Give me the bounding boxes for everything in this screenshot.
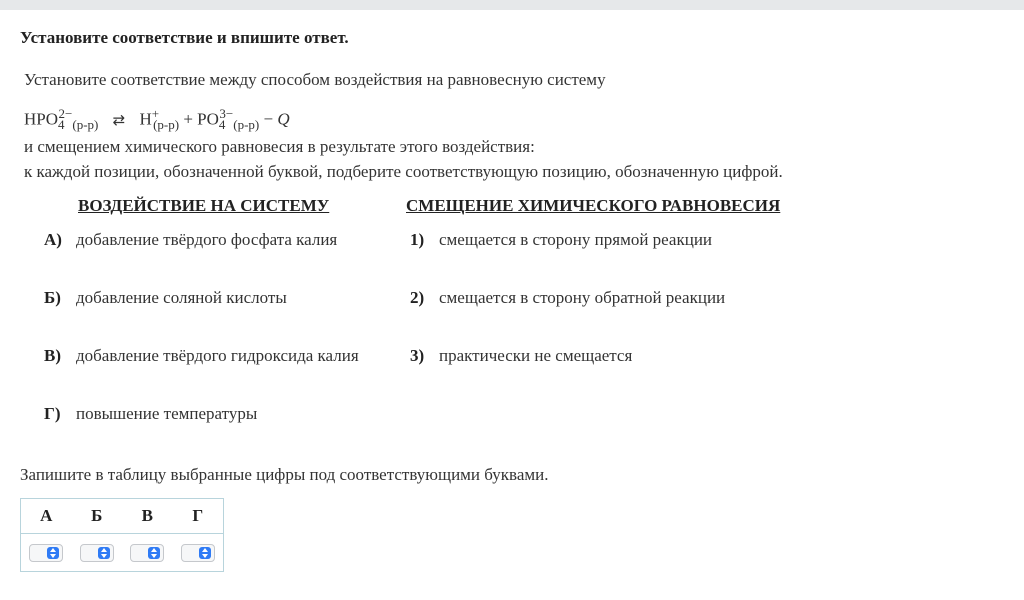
answer-select-b[interactable] (80, 544, 114, 562)
left-item-key: Г) (44, 404, 61, 423)
eq-product2-sub: 4 (218, 117, 226, 133)
answer-header-b: Б (72, 499, 123, 534)
right-column-header: СМЕЩЕНИЕ ХИМИЧЕСКОГО РАВНОВЕСИЯ (406, 196, 781, 215)
answer-select-g[interactable] (181, 544, 215, 562)
eq-product2: PO (197, 109, 219, 129)
select-arrows-icon (148, 547, 160, 559)
left-column-header: ВОЗДЕЙСТВИЕ НА СИСТЕМУ (78, 196, 330, 215)
left-item-key: В) (44, 346, 61, 365)
task-title: Установите соответствие и впишите ответ. (20, 28, 349, 47)
select-arrows-icon (98, 547, 110, 559)
equilibrium-arrow: ⇄ (112, 110, 126, 129)
eq-plus: + (183, 109, 193, 129)
eq-reactant-charge: 2− (58, 106, 73, 121)
answer-select-a[interactable] (29, 544, 63, 562)
left-item (44, 346, 359, 366)
left-item (44, 288, 287, 308)
right-item-text: смещается в сторону обратной реакции (439, 288, 726, 307)
answer-instruction: Запишите в таблицу выбранные цифры под соответствующими буквами. (20, 465, 549, 484)
answer-header-g: Г (173, 499, 224, 534)
intro-line-2: и смещением химического равновесия в результате этого воздействия: (24, 137, 535, 156)
eq-product1-charge: + (151, 106, 160, 121)
eq-reactant-sub: 4 (58, 117, 65, 133)
answer-header-v: В (122, 499, 173, 534)
answer-cell-a (21, 534, 72, 571)
chemical-equation (24, 106, 290, 133)
intro-line-1: Установите соответствие между способом воздействия на равновесную систему (24, 70, 606, 89)
eq-product2-charge: 3− (219, 106, 234, 121)
left-item-text: добавление твёрдого фосфата калия (76, 230, 338, 249)
right-item (410, 230, 712, 250)
answer-select-v[interactable] (130, 544, 164, 562)
eq-minus: − (263, 109, 274, 129)
eq-reactant-state: (р-р) (72, 117, 99, 133)
select-arrows-icon (199, 547, 211, 559)
eq-product1-state: (р-р) (153, 117, 180, 133)
eq-product2-state: (р-р) (233, 117, 260, 133)
select-arrows-icon (47, 547, 59, 559)
left-item-key: Б) (44, 288, 61, 307)
answer-table (20, 498, 224, 572)
left-item-text: повышение температуры (76, 404, 258, 423)
answer-cell-v (122, 534, 173, 571)
right-item-key: 2) (410, 288, 425, 307)
right-item (410, 346, 632, 366)
right-item-text: практически не смещается (439, 346, 633, 365)
left-item-text: добавление твёрдого гидроксида калия (76, 346, 359, 365)
right-item-key: 3) (410, 346, 425, 365)
top-bar (0, 0, 1024, 10)
answer-header-a: А (21, 499, 72, 534)
answer-cell-b (72, 534, 123, 571)
right-item-key: 1) (410, 230, 425, 249)
intro-line-3: к каждой позиции, обозначенной буквой, подберите соответствующую позицию, обозначенную цифрой. (24, 162, 783, 181)
answer-cell-g (173, 534, 224, 571)
right-item (410, 288, 725, 308)
left-item (44, 230, 337, 250)
left-item-text: добавление соляной кислоты (76, 288, 287, 307)
eq-heat: Q (277, 109, 290, 129)
eq-product1: H (139, 109, 152, 129)
right-item-text: смещается в сторону прямой реакции (439, 230, 713, 249)
left-item-key: А) (44, 230, 62, 249)
left-item (44, 404, 257, 424)
eq-reactant: HPO (24, 109, 59, 129)
